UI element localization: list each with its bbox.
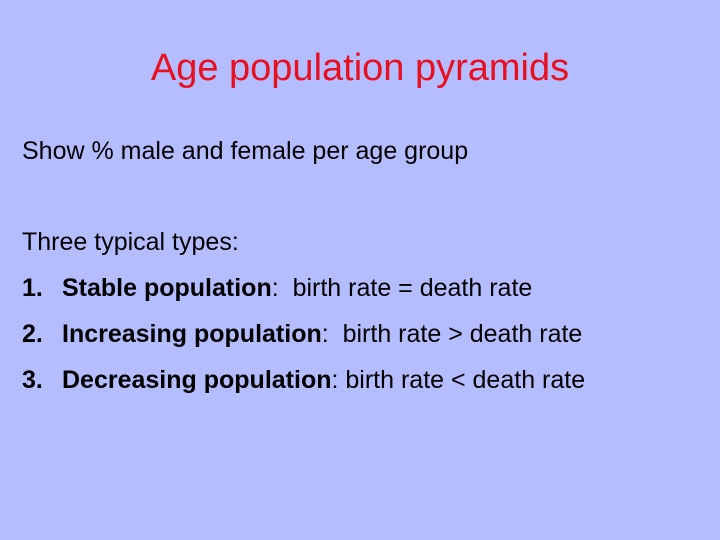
list-number: 3. [22, 366, 43, 394]
list-description: birth rate < death rate [338, 366, 586, 394]
list-number: 2. [22, 320, 43, 348]
list-number: 1. [22, 274, 43, 302]
list-description: birth rate > death rate [328, 320, 583, 348]
list-term: Decreasing population [62, 366, 332, 394]
list-item-increasing [22, 319, 585, 365]
slide-title: Age population pyramids [150, 47, 570, 89]
list-colon: : [271, 274, 279, 302]
list-term: Increasing population [62, 320, 322, 348]
types-intro: Three typical types: [22, 228, 239, 256]
list-colon: : [331, 366, 339, 394]
list-item-stable [22, 273, 585, 319]
slide-subtitle: Show % male and female per age group [22, 137, 469, 165]
list-description: birth rate = death rate [278, 274, 533, 302]
list-colon: : [321, 320, 329, 348]
list-term: Stable population [62, 274, 272, 302]
list-item-decreasing [22, 365, 585, 411]
types-list [22, 273, 585, 411]
